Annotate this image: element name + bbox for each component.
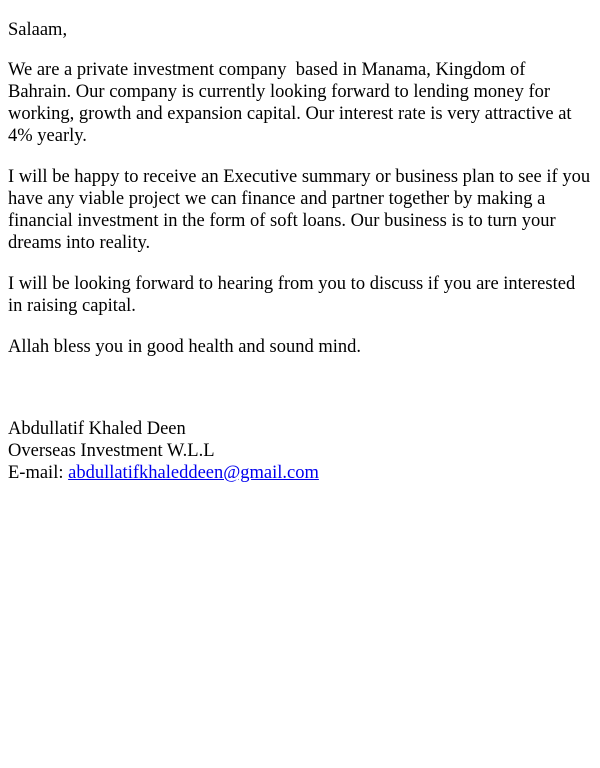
email-body: [8, 19, 595, 484]
paragraph-proposal: I will be happy to receive an Executive summary or business plan to see if you have any viable project we can finance and partner together by making a financial investment in the form of soft loans. Our business is to turn your dreams into reality.: [8, 167, 595, 253]
blessing: Allah bless you in good health and sound mind.: [8, 337, 362, 357]
paragraph-followup: I will be looking forward to hearing from you to discuss if you are interested in raising capital.: [8, 274, 580, 316]
signature-company: Overseas Investment W.L.L: [8, 441, 215, 461]
signature-block: [8, 418, 592, 484]
paragraph-intro: We are a private investment company based in Manama, Kingdom of Bahrain. Our company is currently looking forward to lending money for working, growth and expansion capital. Our interest rate is very attractive at 4% yearly.: [8, 60, 577, 146]
signature-name: Abdullatif Khaled Deen: [8, 419, 186, 439]
email-label: E-mail:: [8, 463, 69, 483]
greeting: Salaam,: [8, 20, 68, 40]
signature-email-line: [8, 462, 592, 484]
email-link[interactable]: abdullatifkhaleddeen@gmail.com: [68, 463, 319, 483]
